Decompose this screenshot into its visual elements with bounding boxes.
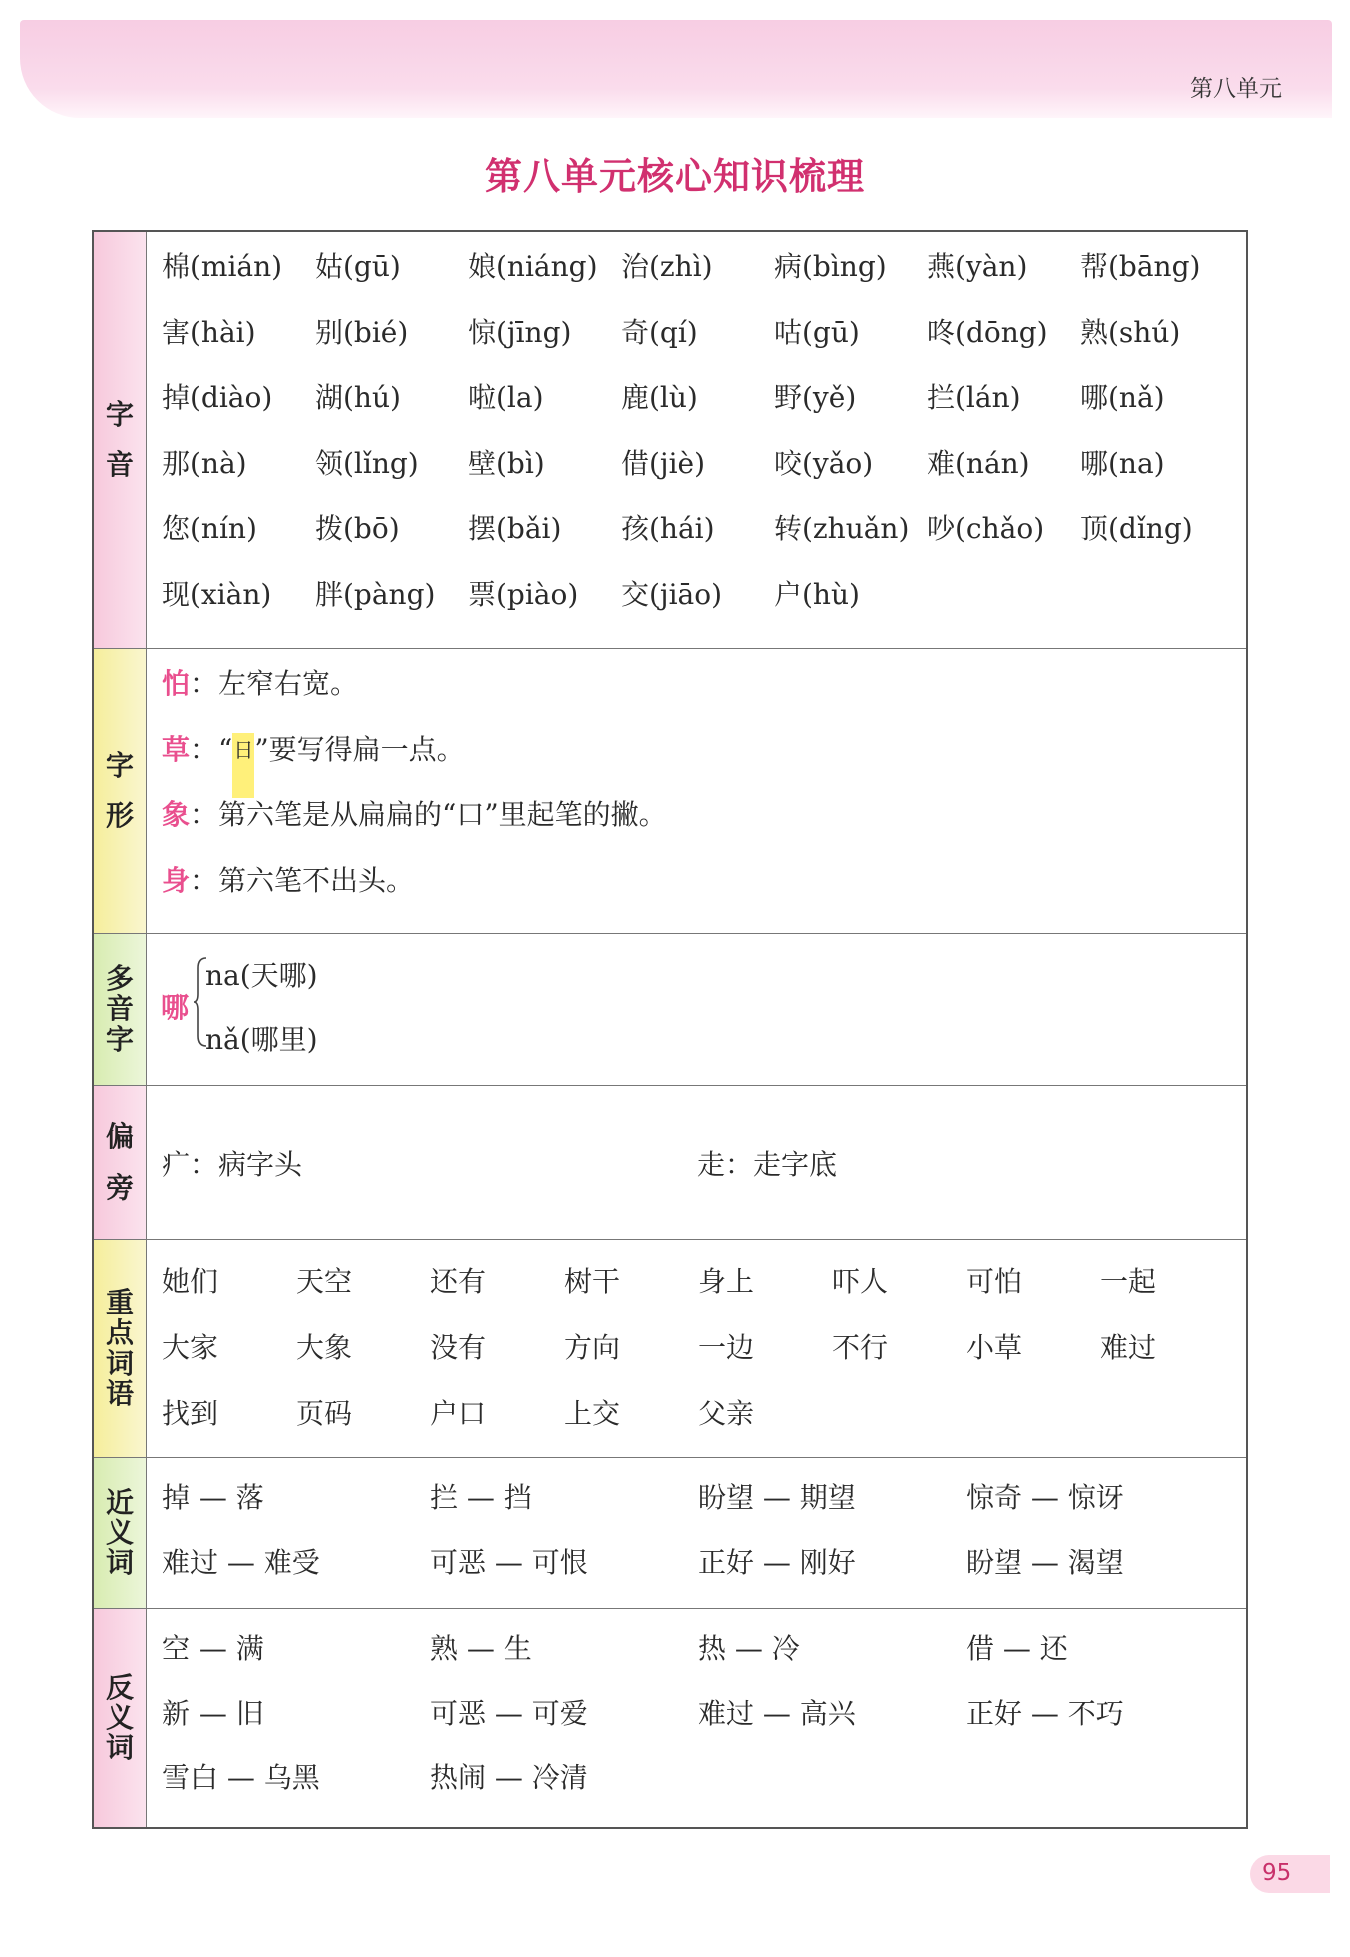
highlighted-component: 日 (232, 733, 254, 799)
list-item: 惊奇 — 惊讶 (966, 1481, 1124, 1514)
list-item: 奇(qí) (621, 315, 698, 349)
section-pronunciation (94, 232, 1246, 649)
list-item: 掉 — 落 (162, 1481, 264, 1514)
list-item: 疒：病字头 (162, 1147, 303, 1181)
list-item: 啦(la) (468, 381, 544, 414)
list-item (162, 667, 1246, 733)
list-item: 惊(jīng) (468, 315, 572, 349)
list-item: 顶(dǐng) (1080, 512, 1193, 545)
section-radical (94, 1086, 1246, 1240)
section-label-polyphone: 多 音 字 (94, 934, 147, 1085)
list-item: 小草 (966, 1331, 1023, 1364)
list-item: 难过 — 难受 (162, 1545, 320, 1579)
list-item: 哪(na) (1080, 446, 1165, 480)
list-item: 没有 (430, 1331, 487, 1364)
list-item: 拦 — 挡 (430, 1481, 532, 1514)
unit-label: 第八单元 (1190, 76, 1282, 102)
list-item: 掉(diào) (162, 381, 273, 414)
list-item (162, 798, 1246, 864)
section-label-antonyms: 反 义 词 (94, 1609, 147, 1827)
list-item: 不行 (832, 1331, 889, 1364)
list-item: 那(nà) (162, 446, 247, 480)
list-item: 天空 (296, 1265, 353, 1298)
list-item: 胖(pàng) (315, 577, 436, 611)
section-label-pronunciation: 字 音 (94, 232, 147, 648)
list-item: 空 — 满 (162, 1632, 264, 1665)
list-item: 热 — 冷 (698, 1632, 800, 1665)
list-item: 借 — 还 (966, 1632, 1068, 1665)
list-item: 吓人 (832, 1265, 889, 1298)
list-item: 走：走字底 (697, 1147, 838, 1181)
list-item: 盼望 — 渴望 (966, 1545, 1124, 1579)
list-item: 湖(hú) (315, 381, 401, 414)
list-item: 上交 (564, 1397, 621, 1430)
list-item: 大象 (296, 1331, 353, 1364)
list-item: 交(jiāo) (621, 577, 723, 611)
list-item: 害(hài) (162, 315, 256, 349)
list-item: 父亲 (698, 1397, 755, 1430)
list-item: 找到 (162, 1397, 219, 1430)
list-item: 热闹 — 冷清 (430, 1761, 588, 1794)
list-item: 新 — 旧 (162, 1696, 264, 1730)
list-item: 拨(bō) (315, 512, 400, 545)
section-keywords (94, 1240, 1246, 1458)
list-item: 正好 — 刚好 (698, 1545, 856, 1579)
list-item: 还有 (430, 1265, 487, 1298)
list-item: 燕(yàn) (927, 250, 1028, 283)
list-item: 咬(yǎo) (774, 446, 874, 480)
shape-desc: ：左窄右宽。 (190, 667, 359, 700)
shape-char: 草 (162, 732, 191, 766)
list-item: 一起 (1100, 1265, 1157, 1298)
list-item: 户(hù) (774, 577, 860, 611)
list-item: 方向 (564, 1331, 621, 1364)
shape-desc: ：第六笔不出头。 (190, 863, 415, 897)
list-item: 她们 (162, 1265, 219, 1298)
list-item: 大家 (162, 1331, 219, 1364)
shape-list (147, 649, 1246, 929)
shape-desc-post: ”要写得扁一点。 (254, 732, 465, 766)
section-label-keywords: 重 点 词 语 (94, 1240, 147, 1457)
shape-desc-pre: ：“ (190, 732, 233, 766)
list-item: 娘(niáng) (468, 250, 598, 283)
list-item: 可恶 — 可爱 (430, 1696, 588, 1730)
list-item: 身上 (698, 1265, 755, 1298)
shape-char: 怕 (162, 667, 191, 700)
list-item: 户口 (430, 1397, 487, 1430)
list-item: 病(bìng) (774, 250, 887, 283)
polyphone-char: 哪 (161, 991, 190, 1024)
list-item: 一边 (698, 1331, 755, 1364)
list-item: 您(nín) (162, 512, 257, 545)
list-item: 咚(dōng) (927, 315, 1048, 349)
polyphone-reading: nǎ(哪里) (205, 1023, 318, 1056)
list-item: 鹿(lù) (621, 381, 698, 414)
shape-char: 身 (162, 863, 191, 897)
list-item: 摆(bǎi) (468, 512, 562, 545)
list-item: 雪白 — 乌黑 (162, 1761, 320, 1794)
synonyms-grid (147, 1458, 1246, 1605)
list-item: 咕(gū) (774, 315, 860, 349)
polyphone-reading: na(天哪) (205, 959, 318, 992)
list-item: 难过 — 高兴 (698, 1696, 856, 1730)
header-band (20, 20, 1332, 118)
list-item: 熟(shú) (1080, 315, 1181, 349)
list-item: 可怕 (966, 1265, 1023, 1298)
list-item: 转(zhuǎn) (774, 512, 910, 545)
list-item: 棉(mián) (162, 250, 283, 283)
page-number: 95 (1262, 1860, 1292, 1886)
list-item: 治(zhì) (621, 250, 713, 283)
page-title: 第八单元核心知识梳理 (485, 155, 865, 198)
antonyms-grid (147, 1609, 1246, 1821)
list-item: 吵(chǎo) (927, 512, 1045, 545)
list-item: 可恶 — 可恨 (430, 1545, 588, 1579)
list-item: 票(piào) (468, 577, 579, 611)
polyphone-content (147, 934, 1246, 1085)
list-item: 姑(gū) (315, 250, 401, 283)
list-item: 壁(bì) (468, 446, 545, 480)
list-item: 难(nán) (927, 446, 1030, 480)
section-label-radical: 偏 旁 (94, 1086, 147, 1239)
list-item: 难过 (1100, 1331, 1157, 1364)
list-item: 哪(nǎ) (1080, 381, 1165, 414)
shape-desc: ：第六笔是从扁扁的“口”里起笔的撇。 (190, 798, 667, 831)
list-item: 树干 (564, 1265, 621, 1298)
list-item: 别(bié) (315, 315, 409, 349)
list-item: 孩(hái) (621, 512, 715, 545)
shape-char: 象 (162, 798, 191, 831)
knowledge-table (92, 230, 1248, 1829)
list-item: 领(lǐng) (315, 446, 419, 480)
section-shape (94, 649, 1246, 934)
list-item: 现(xiàn) (162, 577, 272, 611)
section-label-synonyms: 近 义 词 (94, 1458, 147, 1608)
list-item: 野(yě) (774, 381, 857, 414)
list-item: 拦(lán) (927, 381, 1021, 414)
section-synonyms (94, 1458, 1246, 1609)
pronunciation-grid (147, 232, 1246, 643)
list-item: 正好 — 不巧 (966, 1696, 1124, 1730)
list-item: 盼望 — 期望 (698, 1481, 856, 1514)
section-label-shape: 字 形 (94, 649, 147, 933)
list-item: 页码 (296, 1397, 353, 1430)
list-item: 帮(bāng) (1080, 250, 1201, 283)
section-polyphone (94, 934, 1246, 1086)
list-item: 熟 — 生 (430, 1632, 532, 1665)
list-item (162, 864, 1246, 930)
list-item (162, 733, 1246, 799)
radical-row (147, 1086, 1246, 1239)
section-antonyms (94, 1609, 1246, 1827)
list-item: 借(jiè) (621, 446, 706, 480)
keywords-grid (147, 1240, 1246, 1458)
